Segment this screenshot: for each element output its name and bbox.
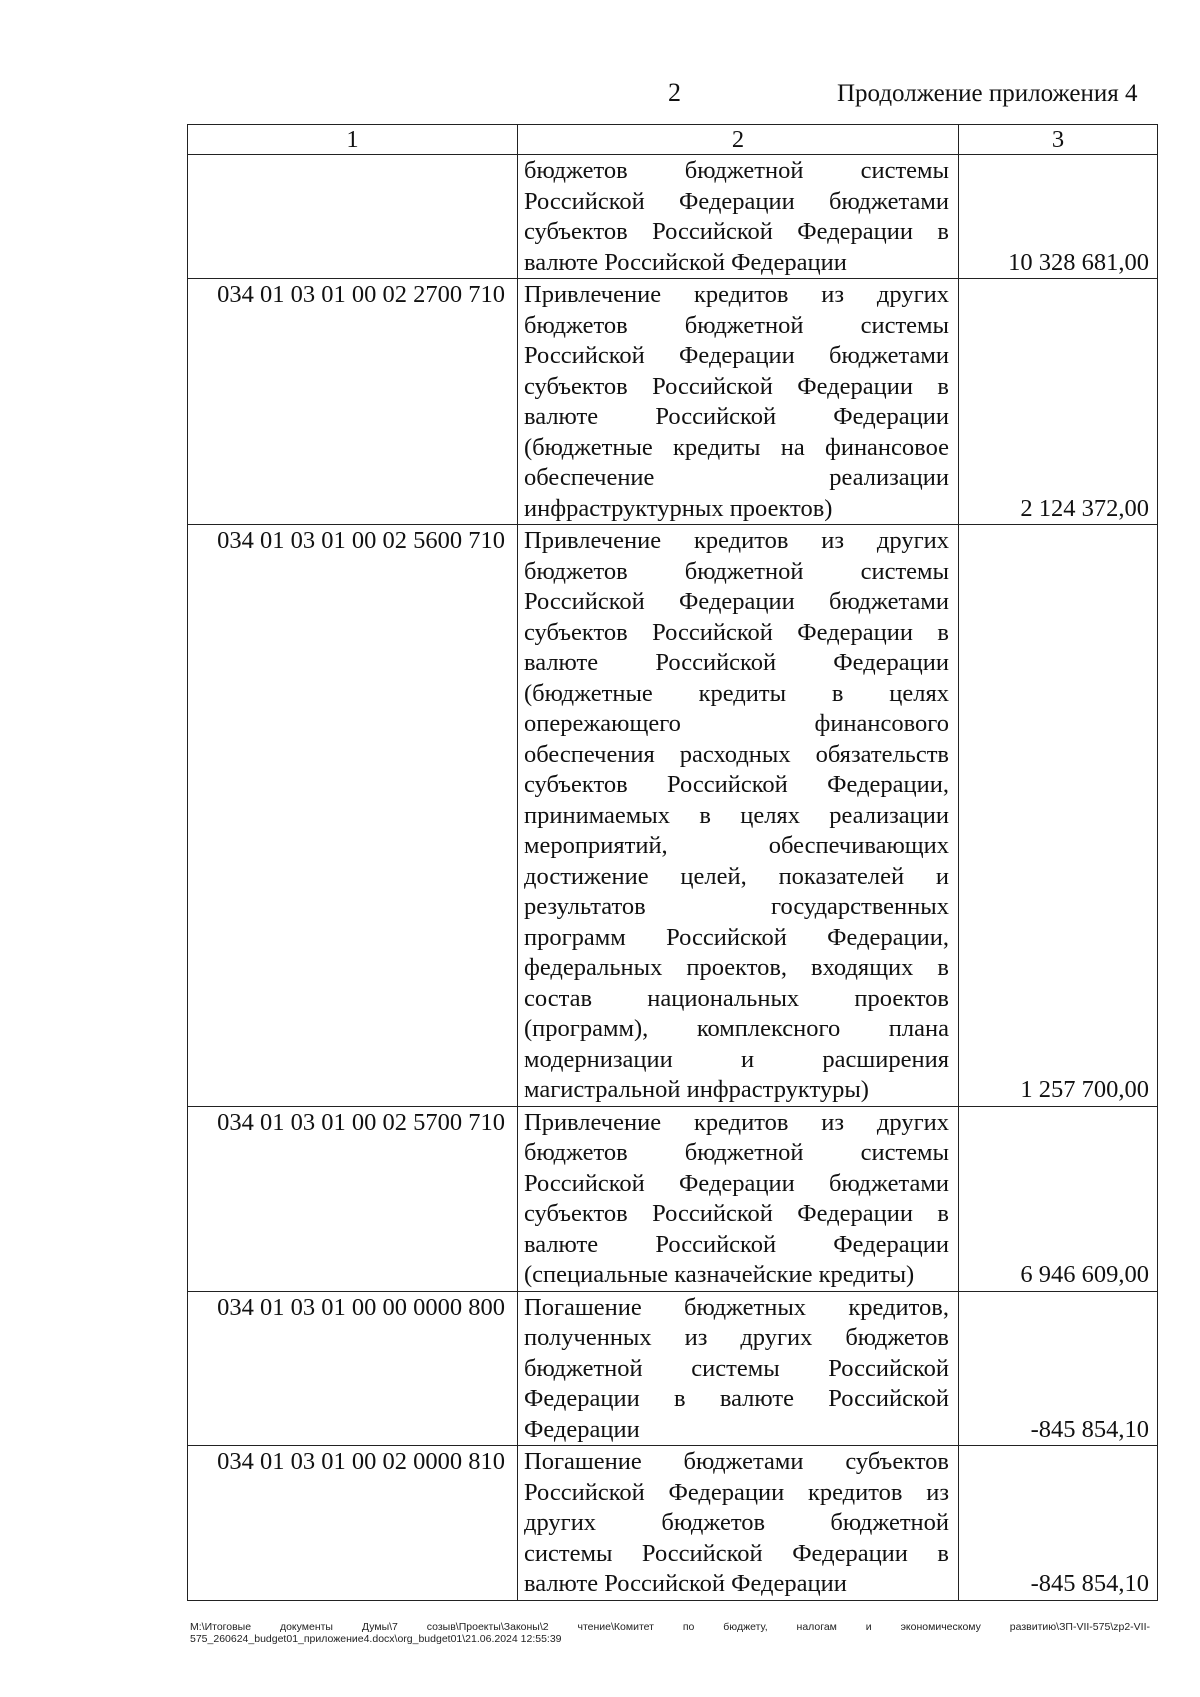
description-line: полученных из других бюджетов xyxy=(524,1324,949,1351)
description-line: субъектов Российской Федерации в xyxy=(524,618,949,646)
description-line: Погашение бюджетами субъектов xyxy=(524,1448,949,1475)
row-description xyxy=(518,525,959,1107)
row-amount: -845 854,10 xyxy=(959,1291,1158,1446)
description-line: бюджетов бюджетной системы xyxy=(524,311,949,339)
file-path-line-2: 575_260624_budget01_приложение4.docx\org_budget01\21.06.2024 12:55:39 xyxy=(190,1633,562,1645)
description-line: Федерации xyxy=(524,1415,640,1443)
description-line: Российской Федерации бюджетами xyxy=(524,342,949,369)
description-line: модернизации и расширения xyxy=(524,1045,949,1073)
column-header-amount: 3 xyxy=(959,125,1158,155)
row-code: 034 01 03 01 00 02 0000 810 xyxy=(188,1446,518,1601)
description-line: инфраструктурных проектов) xyxy=(524,494,833,522)
description-line: федеральных проектов, входящих в xyxy=(524,954,949,981)
description-line: обеспечение реализации xyxy=(524,464,949,491)
description-line: валюте Российской Федерации xyxy=(524,649,949,676)
description-line: системы Российской Федерации в xyxy=(524,1539,949,1567)
page-number: 2 xyxy=(668,78,681,107)
row-description xyxy=(518,1106,959,1291)
row-description xyxy=(518,1291,959,1446)
description-line: валюте Российской Федерации xyxy=(524,248,847,276)
description-line: состав национальных проектов xyxy=(524,984,949,1012)
description-line: достижение целей, показателей и xyxy=(524,862,949,890)
row-description xyxy=(518,155,959,279)
description-line: бюджетов бюджетной системы xyxy=(524,557,949,585)
description-line: Привлечение кредитов из других xyxy=(524,281,949,308)
row-code: 034 01 03 01 00 00 0000 800 xyxy=(188,1291,518,1446)
description-line: бюджетов бюджетной системы xyxy=(524,1139,949,1166)
table-row xyxy=(188,1106,1158,1291)
table-header-row xyxy=(188,125,1158,155)
description-line: (программ), комплексного плана xyxy=(524,1015,949,1042)
description-line: Российской Федерации бюджетами xyxy=(524,588,949,615)
row-amount: -845 854,10 xyxy=(959,1446,1158,1601)
description-line: субъектов Российской Федерации в xyxy=(524,1200,949,1227)
table-row xyxy=(188,279,1158,525)
table-row xyxy=(188,1291,1158,1446)
row-amount: 2 124 372,00 xyxy=(959,279,1158,525)
description-line: субъектов Российской Федерации в xyxy=(524,218,949,245)
description-line: мероприятий, обеспечивающих xyxy=(524,832,949,859)
row-amount: 10 328 681,00 xyxy=(959,155,1158,279)
row-amount: 1 257 700,00 xyxy=(959,525,1158,1107)
description-line: (специальные казначейские кредиты) xyxy=(524,1261,915,1288)
table-body xyxy=(188,155,1158,1601)
description-line: результатов государственных xyxy=(524,893,949,920)
budget-table xyxy=(187,124,1158,1601)
description-line: Федерации в валюте Российской xyxy=(524,1385,949,1412)
description-line: субъектов Российской Федерации, xyxy=(524,771,949,798)
row-code xyxy=(188,155,518,279)
description-line: принимаемых в целях реализации xyxy=(524,801,949,829)
table-row xyxy=(188,1446,1158,1601)
row-amount: 6 946 609,00 xyxy=(959,1106,1158,1291)
description-line: валюте Российской Федерации xyxy=(524,403,949,430)
description-line: Российской Федерации бюджетами xyxy=(524,1169,949,1197)
description-line: Погашение бюджетных кредитов, xyxy=(524,1293,949,1321)
row-code: 034 01 03 01 00 02 2700 710 xyxy=(188,279,518,525)
description-line: программ Российской Федерации, xyxy=(524,923,949,951)
row-code: 034 01 03 01 00 02 5600 710 xyxy=(188,525,518,1107)
column-header-code: 1 xyxy=(188,125,518,155)
row-description xyxy=(518,1446,959,1601)
description-line: Привлечение кредитов из других xyxy=(524,1108,949,1136)
description-line: Российской Федерации бюджетами xyxy=(524,187,949,215)
description-line: Привлечение кредитов из других xyxy=(524,527,949,554)
row-code: 034 01 03 01 00 02 5700 710 xyxy=(188,1106,518,1291)
file-path-footer xyxy=(190,1621,1150,1645)
description-line: субъектов Российской Федерации в xyxy=(524,372,949,400)
row-description xyxy=(518,279,959,525)
description-line: валюте Российской Федерации xyxy=(524,1230,949,1258)
description-line: обеспечения расходных обязательств xyxy=(524,740,949,768)
description-line: (бюджетные кредиты на финансовое xyxy=(524,433,949,461)
description-line: Российской Федерации кредитов из xyxy=(524,1478,949,1506)
continuation-heading: Продолжение приложения 4 xyxy=(837,80,1138,107)
file-path-line-1: М:\Итоговые документы Думы\7 созыв\Проекты\Законы\2 чтение\Комитет по бюджету, налогам и экономическому развитию\ЗП-VII-575\zp2-VII- xyxy=(190,1621,1150,1633)
description-line: опережающего финансового xyxy=(524,710,949,737)
description-line: (бюджетные кредиты в целях xyxy=(524,679,949,707)
table-row xyxy=(188,155,1158,279)
description-line: бюджетной системы Российской xyxy=(524,1354,949,1382)
description-line: валюте Российской Федерации xyxy=(524,1570,847,1597)
column-header-description: 2 xyxy=(518,125,959,155)
description-line: бюджетов бюджетной системы xyxy=(524,157,949,184)
description-line: других бюджетов бюджетной xyxy=(524,1509,949,1536)
description-line: магистральной инфраструктуры) xyxy=(524,1076,869,1103)
table-row xyxy=(188,525,1158,1107)
